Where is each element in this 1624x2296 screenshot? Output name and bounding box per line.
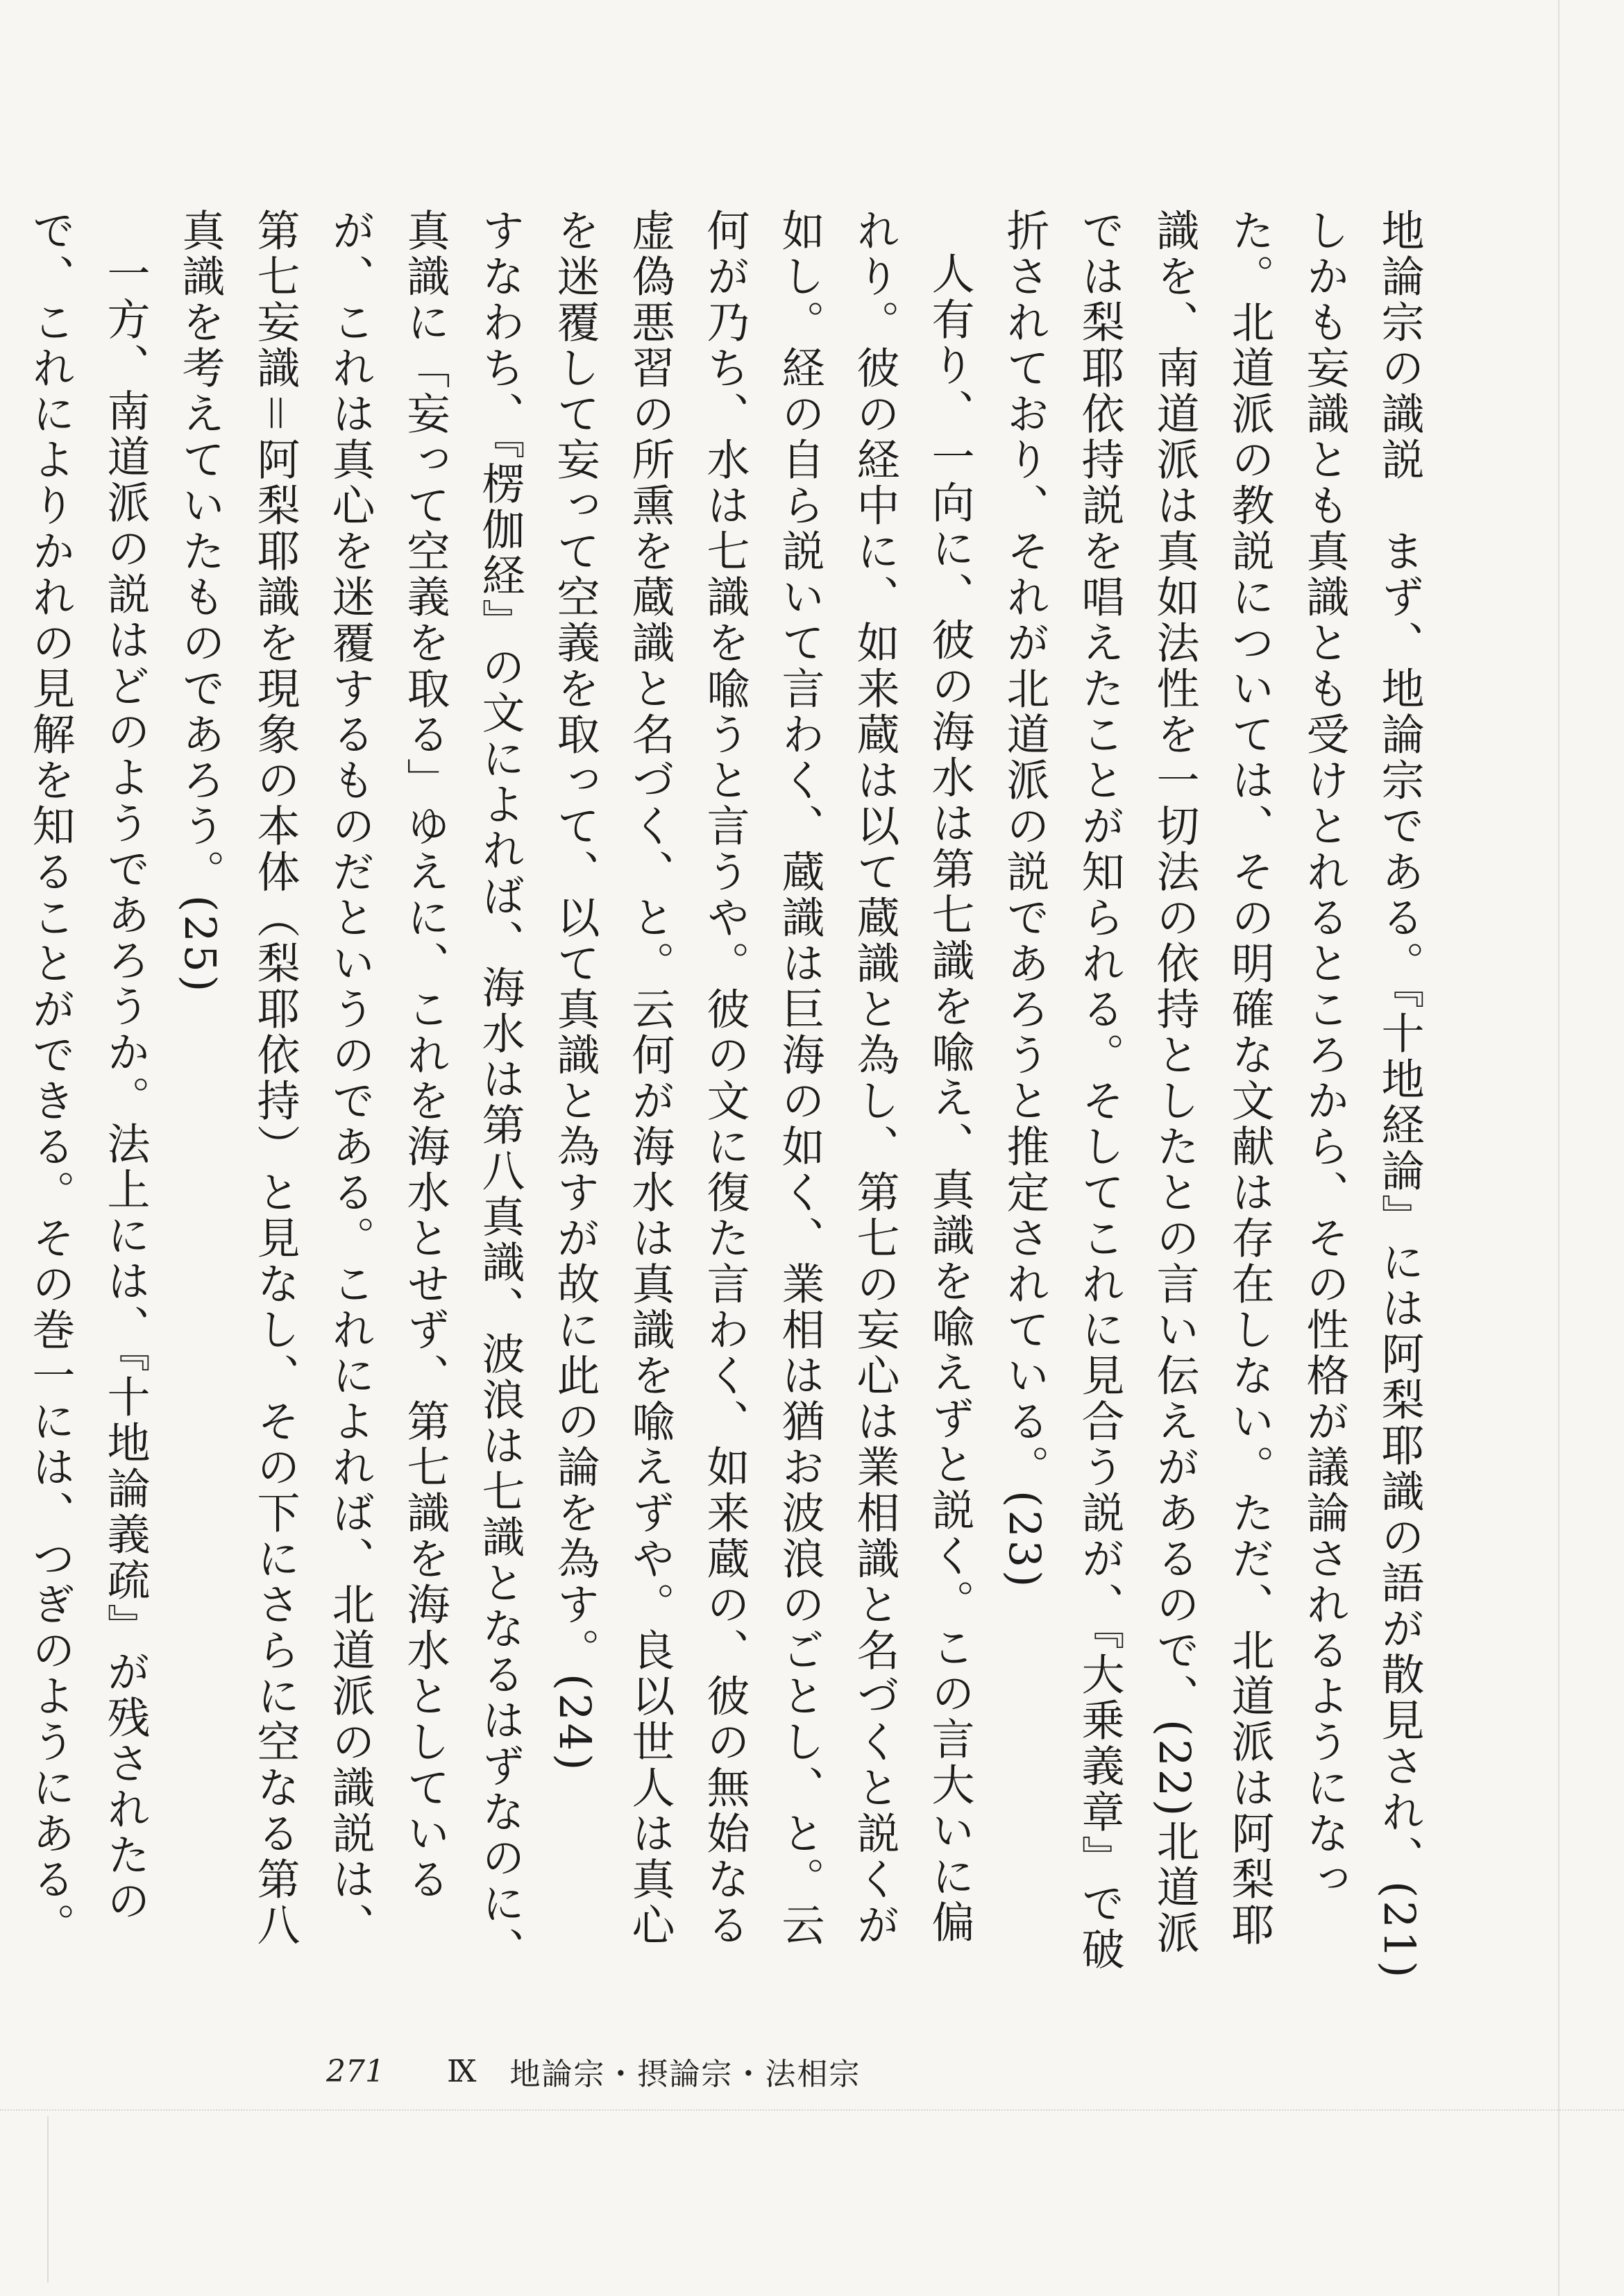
chapter-numeral: Ⅸ: [446, 2053, 477, 2089]
page-number: 271: [326, 2053, 384, 2089]
paragraph-intro: 地論宗の識説 まず、地論宗である。『十地経論』には阿梨耶識の語が散見され、(21)しかも妄識とも真識とも受けとれるところから、その性格が議論されるようになった。北道派の教説については、その明確な文献は存在しない。ただ、北道派は阿梨耶識を、南道派は真如法性を一切法の依持としたとの言い伝えがあるので、(22)北道派では梨耶依持説を唱えたことが知られる。そしてこれに見合う説が、『大乗義章』で破折されており、それが北道派の説であろうと推定されている。(23): [999, 208, 1425, 1981]
paragraph-three-aspects: [0, 208, 12, 1984]
main-text-block: [25, 208, 1437, 1984]
page-bottom-rule: [0, 2109, 1624, 2111]
page-fold-line: [1558, 0, 1559, 2296]
margin-mark: [47, 2116, 49, 2283]
paragraph-analysis: すなわち、『楞伽経』の文によれば、海水は第八真識、波浪は七識となるはずなのに、真識に「妄って空義を取る」ゆえに、これを海水とせず、第七識を海水としているが、これは真心を迷覆するものだというのである。これによれば、北道派の識説は、第七妄識＝阿梨耶識を現象の本体（梨耶依持）と見なし、その下にさらに空なる第八真識を考えていたものであろう。(25): [175, 208, 525, 1973]
page-footer: [326, 2047, 861, 2095]
paragraph-southern-school: 一方、南道派の説はどのようであろうか。法上には、『十地論義疏』が残されたので、これによりかれの見解を知ることができる。その巻一には、つぎのようにある。: [25, 208, 151, 1948]
paragraph-quotation: 人有り、一向に、彼の海水は第七識を喩え、真識を喩えずと説く。この言大いに偏れり。彼の経中に、如来蔵は以て蔵識と為し、第七の妄心は業相識と名づくと説くが如し。経の自ら説いて言わく、蔵識は巨海の如く、業相は猶お波浪のごとし、と。云何が乃ち、水は七識を喩うと言うや。彼の文に復た言わく、如来蔵の、彼の無始なる虚偽悪習の所熏を蔵識と名づく、と。云何が海水は真識を喩えずや。良以世人は真心を迷覆して妄って空義を取って、以て真識と為すが故に此の論を為す。(24): [550, 208, 975, 1948]
chapter-title: 地論宗・摂論宗・法相宗: [509, 2057, 861, 2092]
